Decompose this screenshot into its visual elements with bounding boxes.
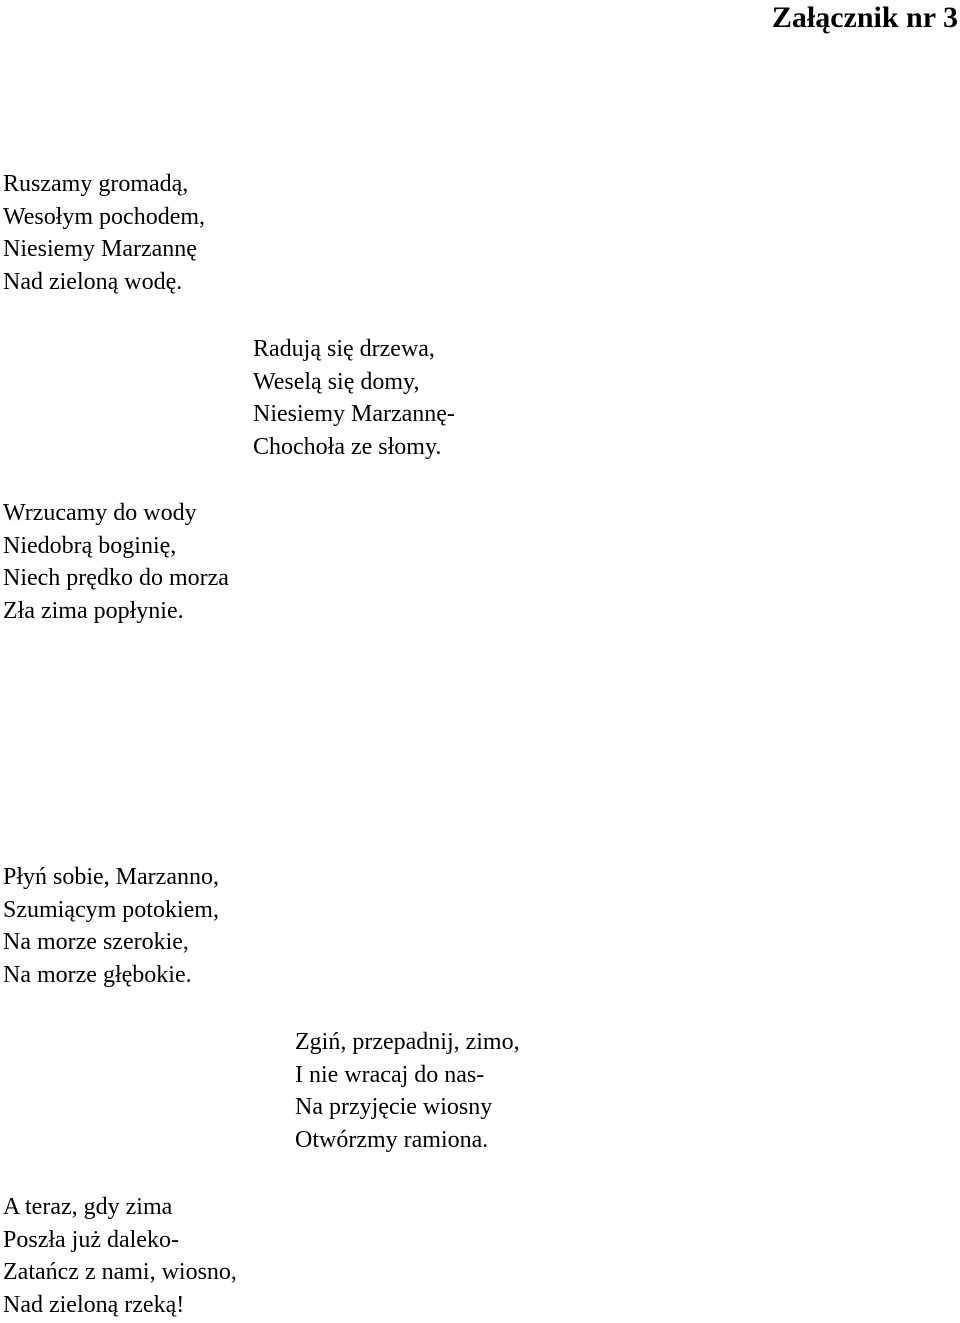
poem-line: Radują się drzewa, (253, 336, 435, 362)
poem-line: Zła zima popłynie. (3, 597, 184, 624)
poem-line: Wesołym pochodem, (3, 203, 206, 230)
poem-line: Szumiącym potokiem, (3, 896, 219, 923)
poem-line: Na morze szerokie, (3, 929, 189, 955)
poem-line: A teraz, gdy zima (3, 1194, 173, 1220)
stanza-1 (3, 168, 205, 298)
poem-line: Nad zieloną wodę. (3, 268, 183, 295)
poem-line: Niedobrą boginię, (3, 532, 177, 559)
poem-line: Niesiemy Marzannę (3, 236, 197, 262)
stanza-2 (253, 333, 455, 463)
poem-line: Płyń sobie, Marzanno, (3, 864, 219, 890)
poem-line: I nie wracaj do nas- (295, 1061, 485, 1088)
poem-line: Na przyjęcie wiosny (295, 1094, 493, 1120)
stanza-5 (295, 1026, 520, 1156)
stanza-6 (3, 1191, 237, 1321)
poem-line: Zatańcz z nami, wiosno, (3, 1259, 237, 1285)
stanza-4 (3, 861, 219, 991)
poem-line: Otwórzmy ramiona. (295, 1126, 489, 1153)
stanza-3 (3, 497, 229, 627)
poem-line: Nad zieloną rzeką! (3, 1291, 185, 1318)
poem-line: Na morze głębokie. (3, 961, 192, 988)
poem-line: Niech prędko do morza (3, 565, 229, 591)
poem-line: Poszła już daleko- (3, 1226, 179, 1253)
poem-line: Zgiń, przepadnij, zimo, (295, 1029, 520, 1055)
poem-line: Chochoła ze słomy. (253, 433, 442, 460)
poem-line: Wrzucamy do wody (3, 500, 197, 526)
poem-line: Weselą się domy, (253, 368, 420, 395)
poem-line: Ruszamy gromadą, (3, 171, 189, 197)
poem-line: Niesiemy Marzannę- (253, 401, 455, 427)
page-title: Załącznik nr 3 (771, 1, 958, 34)
